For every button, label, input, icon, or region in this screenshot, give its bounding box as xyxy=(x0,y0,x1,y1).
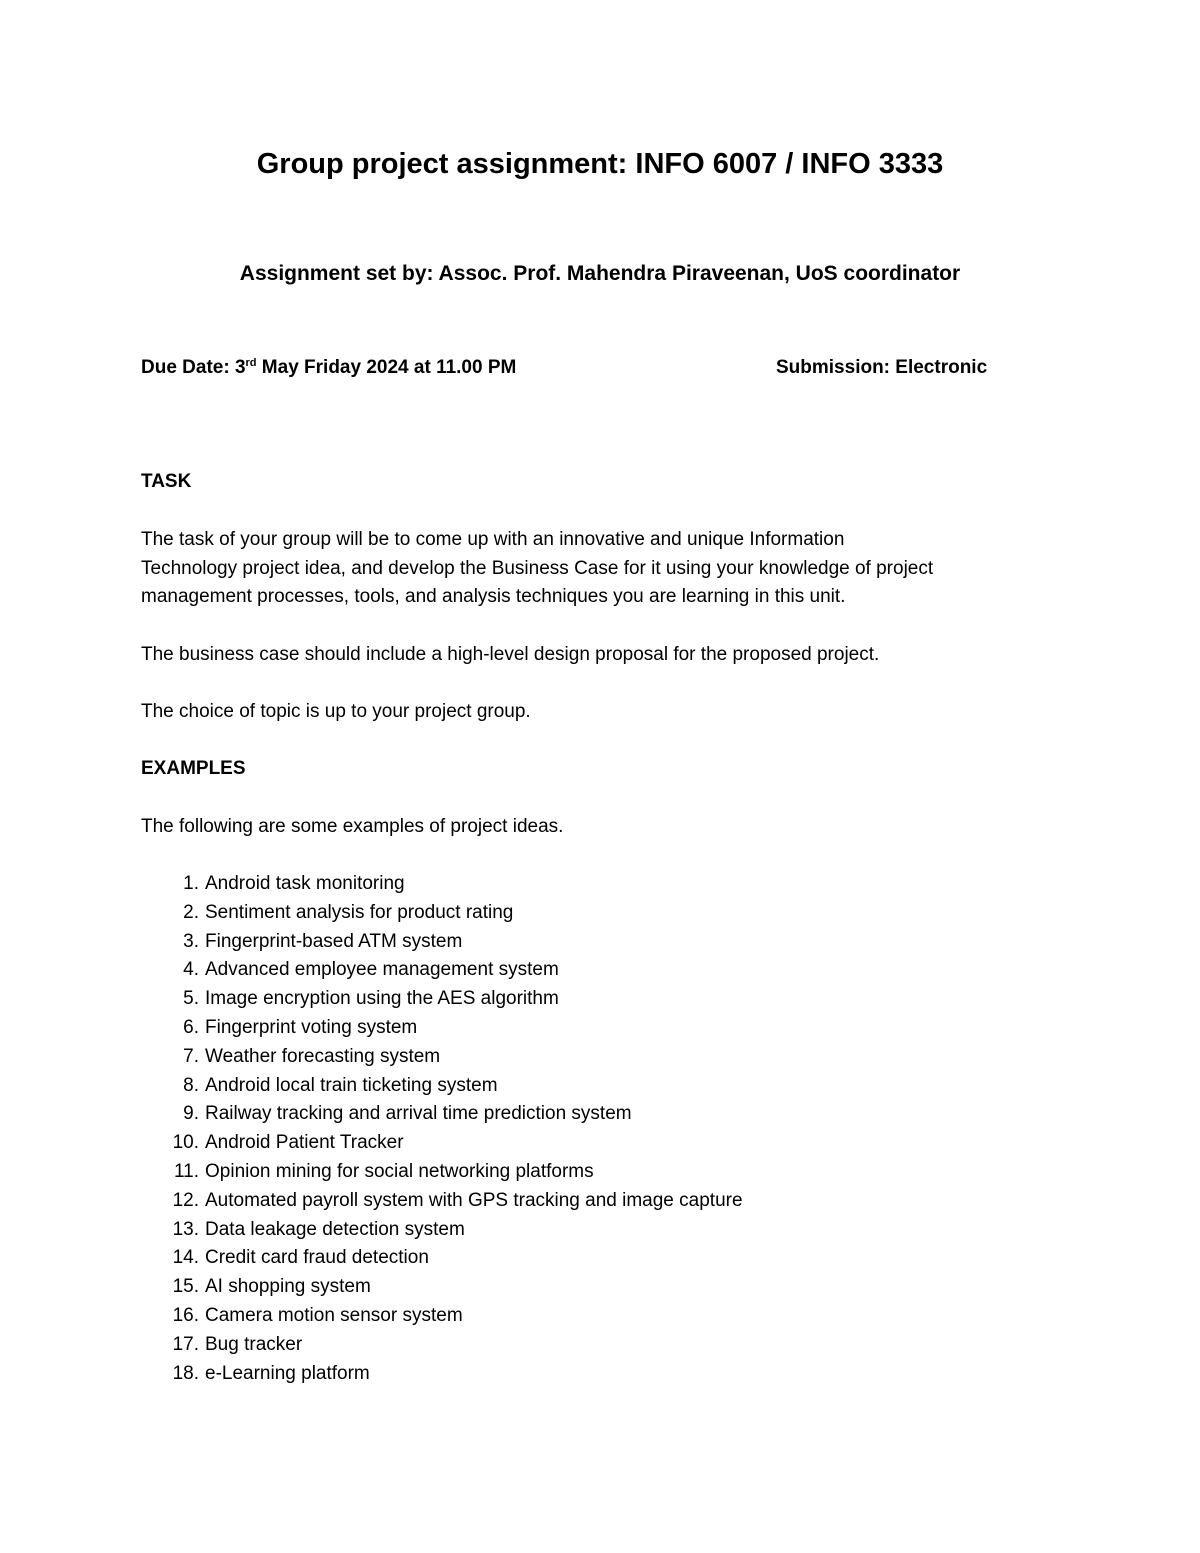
list-item xyxy=(141,1273,743,1302)
list-item-number: 10. xyxy=(172,1132,199,1154)
list-item-number: 6. xyxy=(183,1016,199,1038)
list-item xyxy=(141,928,743,957)
list-item xyxy=(141,899,743,928)
list-item-number: 4. xyxy=(183,959,199,981)
list-item xyxy=(141,1043,743,1072)
list-item-text: Fingerprint voting system xyxy=(205,1016,418,1038)
list-item-text: Weather forecasting system xyxy=(205,1045,441,1067)
business-case-text: The business case should include a high-level design proposal for the proposed project. xyxy=(141,644,880,665)
topic-choice-paragraph xyxy=(141,698,1061,727)
list-item-text: Credit card fraud detection xyxy=(205,1247,429,1269)
list-item-text: Data leakage detection system xyxy=(205,1218,465,1240)
task-heading: TASK xyxy=(141,471,192,492)
list-item xyxy=(141,956,743,985)
list-item-text: Opinion mining for social networking platforms xyxy=(205,1160,594,1182)
list-item-number: 13. xyxy=(172,1218,199,1240)
list-item-number: 18. xyxy=(172,1362,199,1384)
list-item xyxy=(141,1014,743,1043)
list-item-number: 15. xyxy=(172,1276,199,1298)
list-item-number: 3. xyxy=(183,930,199,952)
task-paragraph xyxy=(141,526,1061,612)
list-item xyxy=(141,1331,743,1360)
list-item-text: Android Patient Tracker xyxy=(205,1132,404,1154)
list-item xyxy=(141,1360,743,1389)
list-item xyxy=(141,1100,743,1129)
list-item xyxy=(141,1158,743,1187)
list-item-number: 11. xyxy=(173,1160,199,1182)
list-item-text: Android local train ticketing system xyxy=(205,1074,498,1096)
task-line: Technology project idea, and develop the Business Case for it using your knowledge of project xyxy=(141,557,934,579)
list-item-text: Android task monitoring xyxy=(205,873,405,894)
list-item-text: Sentiment analysis for product rating xyxy=(205,901,514,923)
list-item xyxy=(141,1216,743,1245)
list-item-text: Railway tracking and arrival time prediction system xyxy=(205,1103,632,1125)
topic-choice-text: The choice of topic is up to your project group. xyxy=(141,701,531,722)
task-line: The task of your group will be to come up with an innovative and unique Information xyxy=(141,529,845,550)
list-item-text: Bug tracker xyxy=(205,1333,303,1355)
list-item-text: Advanced employee management system xyxy=(205,959,559,981)
submission-type: Submission: Electronic xyxy=(776,357,988,378)
assignment-set-by: Assignment set by: Assoc. Prof. Mahendra Piraveenan, UoS coordinator xyxy=(239,262,961,285)
business-case-paragraph xyxy=(141,641,1061,670)
list-item-text: Image encryption using the AES algorithm xyxy=(205,988,559,1010)
list-item-number: 7. xyxy=(183,1045,199,1067)
list-item xyxy=(141,1129,743,1158)
list-item-text: AI shopping system xyxy=(205,1276,371,1298)
list-item-number: 1. xyxy=(183,873,199,894)
list-item-number: 17. xyxy=(172,1333,199,1355)
list-item-text: Camera motion sensor system xyxy=(205,1304,463,1326)
list-item-number: 12. xyxy=(172,1189,199,1211)
document-title: Group project assignment: INFO 6007 / INFO 3333 xyxy=(256,148,944,180)
list-item-number: 16. xyxy=(172,1304,199,1326)
list-item-number: 9. xyxy=(183,1103,199,1125)
list-item xyxy=(141,1187,743,1216)
list-item-text: e-Learning platform xyxy=(205,1362,370,1384)
due-date-rest: May Friday 2024 at 11.00 PM xyxy=(256,357,517,378)
due-date-ordinal: rd xyxy=(245,357,257,369)
list-item-text: Automated payroll system with GPS tracking and image capture xyxy=(205,1189,743,1211)
task-line: management processes, tools, and analysis techniques you are learning in this unit. xyxy=(141,586,846,607)
examples-list xyxy=(141,870,743,1388)
due-date xyxy=(141,354,516,382)
due-date-label: Due Date: 3 xyxy=(141,357,246,378)
list-item-number: 2. xyxy=(183,901,199,923)
list-item-number: 8. xyxy=(183,1074,199,1096)
list-item-text: Fingerprint-based ATM system xyxy=(205,930,463,952)
list-item xyxy=(141,1072,743,1101)
examples-intro-paragraph xyxy=(141,813,1061,842)
list-item-number: 14. xyxy=(172,1247,199,1269)
list-item xyxy=(141,1244,743,1273)
list-item xyxy=(141,985,743,1014)
list-item xyxy=(141,1302,743,1331)
examples-heading: EXAMPLES xyxy=(141,758,246,779)
list-item-number: 5. xyxy=(183,988,199,1010)
list-item xyxy=(141,870,743,899)
examples-intro-text: The following are some examples of project ideas. xyxy=(141,816,564,837)
